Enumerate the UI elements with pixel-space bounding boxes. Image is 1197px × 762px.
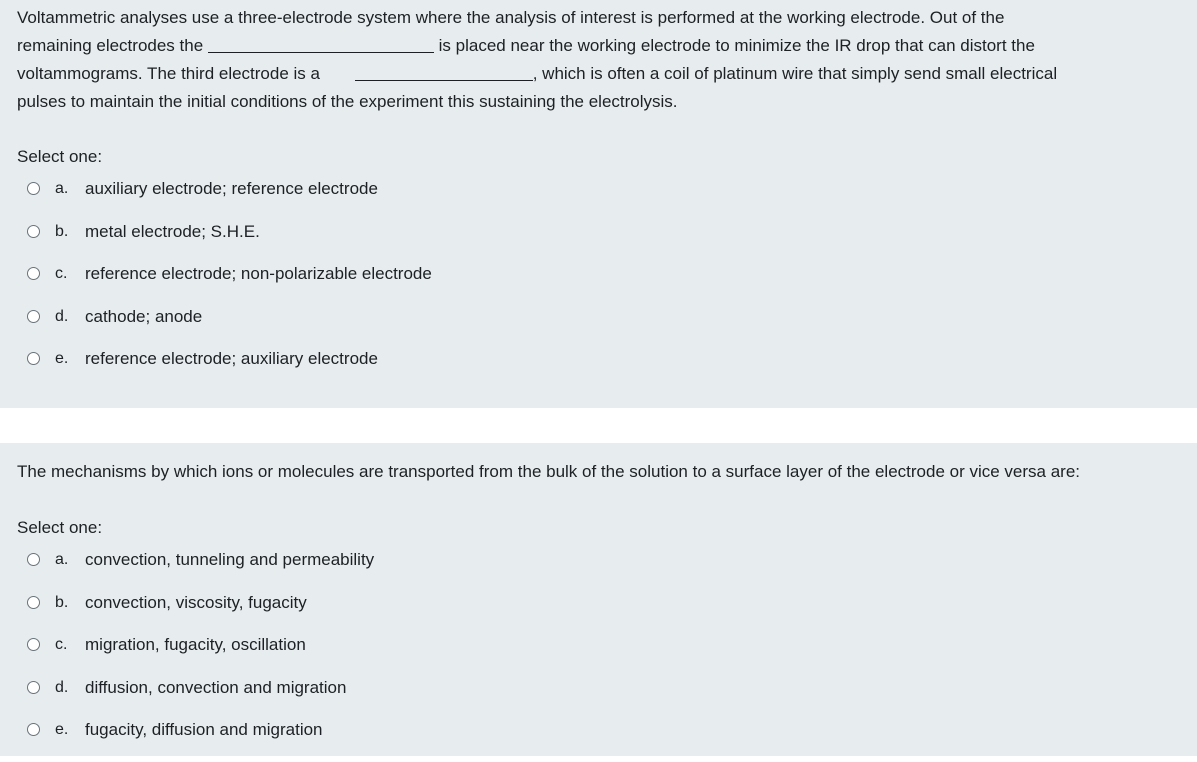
question-line-3-before: voltammograms. The third electrode is a [17,64,320,83]
option-label[interactable]: migration, fugacity, oscillation [85,635,306,654]
radio-button[interactable] [27,596,40,609]
option-label[interactable]: diffusion, convection and migration [85,677,347,697]
option-letter: c. [55,265,68,282]
option-label[interactable]: reference electrode; non-polarizable electrode [85,264,432,283]
option-letter: e. [55,350,69,367]
radio-button[interactable] [27,310,40,323]
radio-button[interactable] [27,267,40,280]
radio-button[interactable] [27,182,40,195]
radio-button[interactable] [27,638,40,651]
blank-2 [355,62,533,81]
option-label[interactable]: metal electrode; S.H.E. [85,221,260,241]
option-c[interactable] [27,634,374,677]
question-text [17,4,1187,116]
option-letter: b. [55,222,69,240]
select-one-label: Select one: [17,147,103,166]
blank-1 [208,34,434,53]
option-a[interactable] [27,549,374,592]
answer-options [27,549,374,762]
option-e[interactable] [27,348,432,391]
option-label[interactable]: cathode; anode [85,306,203,326]
option-label[interactable]: reference electrode; auxiliary electrode [85,349,378,368]
question-line-2 [17,32,1187,60]
question-line-2-after: is placed near the working electrode to minimize the IR drop that can distort the [438,36,1035,55]
option-b[interactable] [27,592,374,635]
radio-button[interactable] [27,352,40,365]
radio-button[interactable] [27,681,40,694]
option-d[interactable] [27,306,432,349]
radio-button[interactable] [27,225,40,238]
option-letter: e. [55,721,69,738]
option-letter: a. [55,551,69,568]
question-line-4: pulses to maintain the initial conditions of the experiment this sustaining the electrolysis. [17,92,678,111]
question-line-1: The mechanisms by which ions or molecules are transported from the bulk of the solution to a surface layer of the electrode or vice versa are: [17,462,1081,481]
option-letter: d. [55,678,69,696]
option-b[interactable] [27,221,432,264]
option-letter: d. [55,307,69,325]
question-text [17,458,1187,486]
question-line-3-after: , which is often a coil of platinum wire that simply send small electrical [532,64,1058,83]
question-line-2-before: remaining electrodes the [17,36,204,55]
option-letter: c. [55,636,68,653]
radio-button[interactable] [27,723,40,736]
radio-button[interactable] [27,553,40,566]
option-letter: b. [55,593,69,611]
option-letter: a. [55,180,69,197]
answer-options [27,178,432,391]
option-e[interactable] [27,719,374,762]
option-a[interactable] [27,178,432,221]
option-d[interactable] [27,677,374,720]
option-label[interactable]: fugacity, diffusion and migration [85,720,323,739]
question-line-3 [17,60,1187,88]
question-line-1: Voltammetric analyses use a three-electrode system where the analysis of interest is performed at the working electrode. Out of the [17,8,1005,27]
option-label[interactable]: convection, viscosity, fugacity [85,592,307,612]
option-label[interactable]: auxiliary electrode; reference electrode [85,179,378,198]
option-label[interactable]: convection, tunneling and permeability [85,550,375,569]
option-c[interactable] [27,263,432,306]
question-card-2 [0,443,1197,756]
select-one-label: Select one: [17,518,103,537]
